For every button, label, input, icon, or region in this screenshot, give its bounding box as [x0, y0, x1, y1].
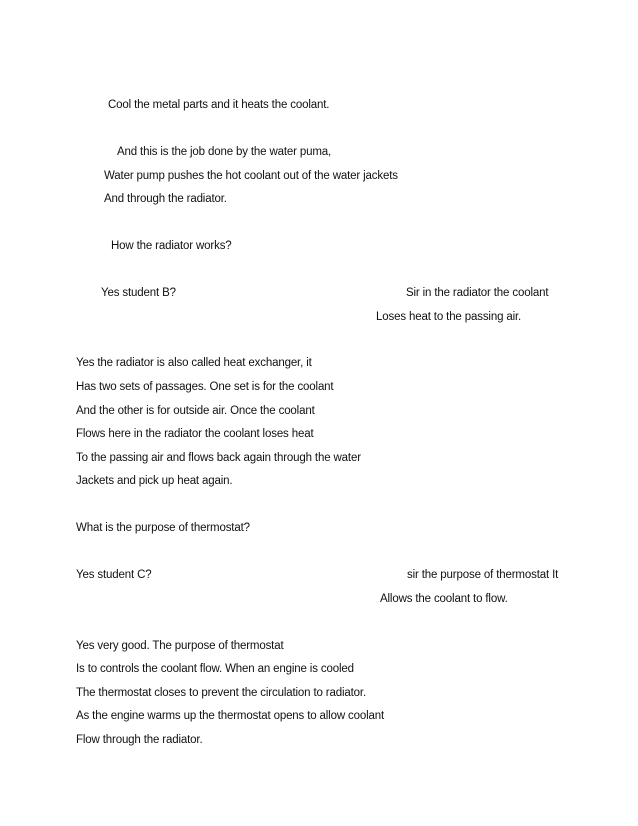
text-line-21: The thermostat closes to prevent the circulation to radiator.	[76, 687, 367, 699]
text-line-10: Has two sets of passages. One set is for the coolant	[76, 381, 334, 393]
text-line-3: Water pump pushes the hot coolant out of the water jackets	[104, 170, 398, 182]
text-line-5: How the radiator works?	[111, 240, 232, 252]
text-line-18: Allows the coolant to flow.	[380, 593, 508, 605]
text-line-20: Is to controls the coolant flow. When an engine is cooled	[76, 663, 354, 675]
text-line-6: Yes student B?	[101, 287, 176, 299]
text-line-19: Yes very good. The purpose of thermostat	[76, 640, 284, 652]
text-line-22: As the engine warms up the thermostat opens to allow coolant	[76, 710, 385, 722]
text-line-17: sir the purpose of thermostat It	[407, 569, 559, 581]
text-line-23: Flow through the radiator.	[76, 734, 203, 746]
text-line-9: Yes the radiator is also called heat exchanger, it	[76, 357, 312, 369]
text-line-14: Jackets and pick up heat again.	[76, 475, 233, 487]
text-line-4: And through the radiator.	[104, 193, 227, 205]
text-line-13: To the passing air and flows back again through the water	[76, 452, 361, 464]
text-line-12: Flows here in the radiator the coolant loses heat	[76, 428, 314, 440]
text-line-11: And the other is for outside air. Once the coolant	[76, 405, 315, 417]
text-line-16: Yes student C?	[76, 569, 152, 581]
text-line-15: What is the purpose of thermostat?	[76, 522, 250, 534]
text-line-1: Cool the metal parts and it heats the coolant.	[108, 99, 330, 111]
text-line-2: And this is the job done by the water puma,	[117, 146, 332, 158]
text-line-8: Loses heat to the passing air.	[376, 311, 522, 323]
text-line-7: Sir in the radiator the coolant	[406, 287, 549, 299]
